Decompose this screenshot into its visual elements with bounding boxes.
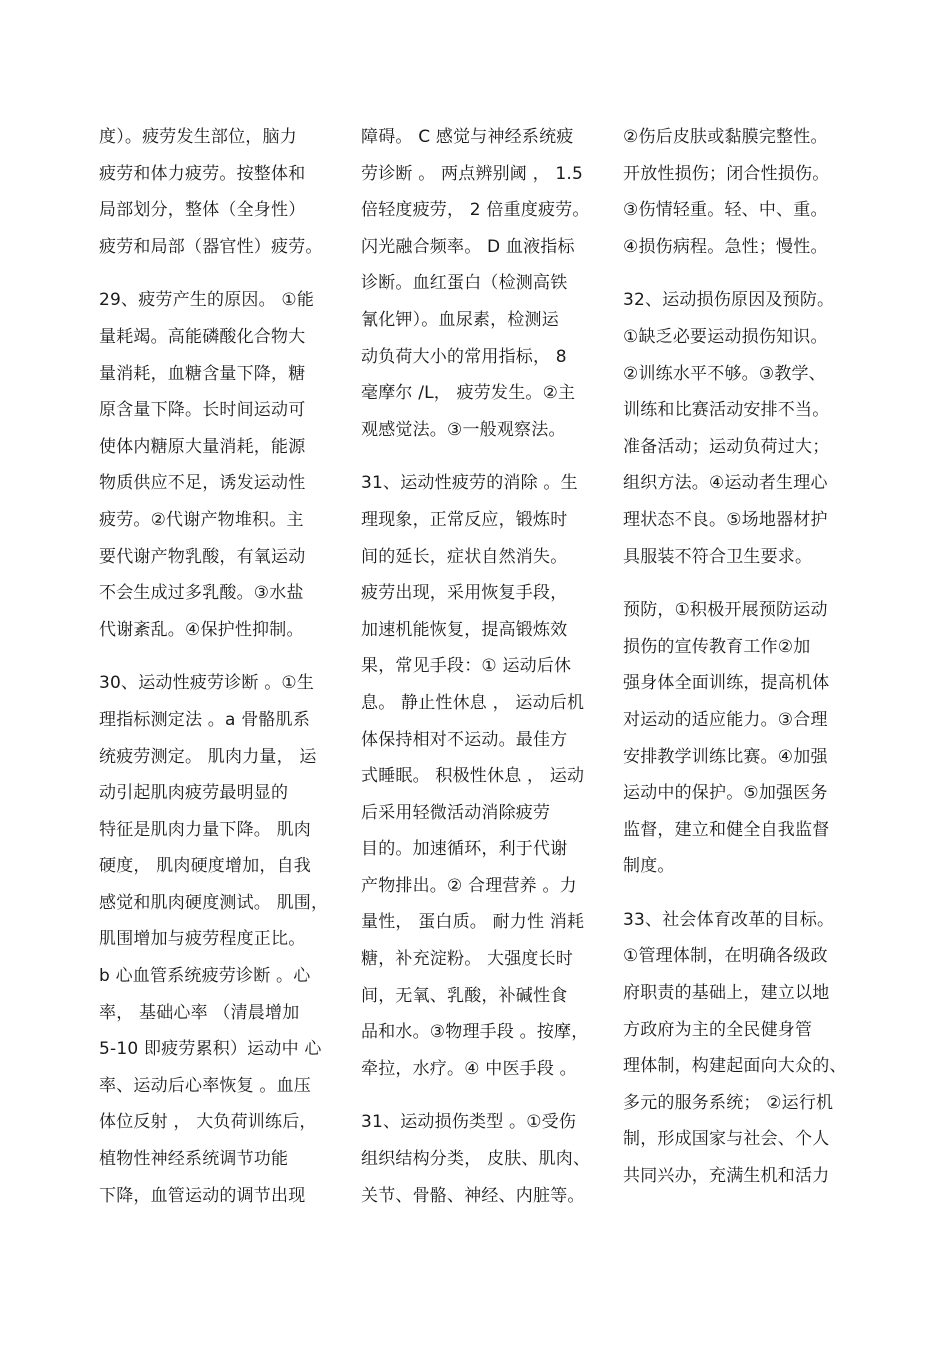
text-line: 疲劳出现，采用恢复手段， [361,583,568,604]
text-line: ④损伤病程。急性；慢性。 [623,236,828,257]
text-line: 动负荷大小的常用指标， 8 [361,346,567,367]
text-line: 多元的服务系统； ②运行机 [623,1092,834,1113]
text-line: 31、运动损伤类型 。①受伤 [361,1112,577,1133]
text-line: 毫摩尔 /L， 疲劳发生。②主 [361,383,576,404]
text-line: 29、疲劳产生的原因。 ①能 [99,290,315,311]
text-line: 后采用轻微活动消除疲劳 [361,802,551,823]
text-line: 体保持相对不运动。最佳方 [361,729,568,750]
paragraph [623,592,863,885]
text-line: 训练和比赛活动安排不当。 [623,400,830,421]
text-line: 准备活动；运动负荷过大； [623,436,830,457]
text-line: 理现象，正常反应，锻炼时 [361,509,568,530]
text-line: 监督，建立和健全自我监督 [623,819,830,840]
text-line: 劳诊断 。 两点辨别阈 ， 1.5 [361,163,584,184]
text-line: 理状态不良。⑤场地器材护 [623,509,828,530]
paragraph [361,465,601,1087]
text-line: 量性， 蛋白质。 耐力性 消耗 [361,912,585,933]
text-line: 统疲劳测定。 肌肉力量， 运 [99,746,317,767]
text-line: 32、运动损伤原因及预防。 [623,290,835,311]
text-line: 下降，血管运动的调节出现 [99,1185,306,1206]
text-line: 疲劳和局部（器官性）疲劳。 [99,236,323,257]
text-line: 不会生成过多乳酸。③水盐 [99,583,304,604]
text-line: ①缺乏必要运动损伤知识。 [623,326,828,347]
text-line: 使体内糖原大量消耗，能源 [99,436,306,457]
text-line: 损伤的宣传教育工作②加 [623,636,811,657]
text-line: 牵拉，水疗。④ 中医手段 。 [361,1058,577,1079]
paragraph [623,282,863,575]
text-line: 局部划分，整体（全身性） [99,200,306,221]
text-line: 闪光融合频率。 D 血液指标 [361,236,575,257]
text-line: 感觉和肌肉硬度测试。 肌围， [99,892,329,913]
text-column-2 [361,119,601,1231]
text-line: 目的。加速循环，利于代谢 [361,839,568,860]
text-line: 关节、骨骼、神经、内脏等。 [361,1185,585,1206]
text-line: 障碍。 C 感觉与神经系统疲 [361,127,574,147]
text-line: 开放性损伤；闭合性损伤。 [623,163,830,184]
text-line: 诊断。血红蛋白（检测高铁 [361,273,568,294]
text-line: 具服装不符合卫生要求。 [623,546,813,567]
text-line: 要代谢产物乳酸，有氧运动 [99,546,306,567]
text-line: 理体制，构建起面向大众的、 [623,1056,847,1077]
text-line: 制度。 [623,856,675,877]
text-line: 安排教学训练比赛。④加强 [623,746,828,767]
text-line: 肌围增加与疲劳程度正比。 [99,929,306,950]
text-line: 预防，①积极开展预防运动 [623,600,828,621]
text-line: 量消耗，血糖含量下降，糖 [99,363,306,384]
text-line: 疲劳和体力疲劳。按整体和 [99,163,306,184]
text-line: 物质供应不足，诱发运动性 [99,473,306,494]
text-line: 氰化钾）。血尿素，检测运 [361,309,559,330]
text-line: 硬度， 肌肉硬度增加，自我 [99,856,312,877]
text-line: 息。 静止性休息 ， 运动后机 [361,692,585,713]
text-line: 组织方法。④运动者生理心 [623,473,828,494]
text-line: 方政府为主的全民健身管 [623,1019,813,1040]
text-line: 率、运动后心率恢复 。血压 [99,1075,312,1096]
text-line: 强身体全面训练，提高机体 [623,673,830,694]
text-line: 府职责的基础上，建立以地 [623,983,830,1004]
text-column-1 [99,119,339,1231]
text-line: 5-10 即疲劳累积）运动中 心 [99,1039,322,1060]
text-line: 疲劳。②代谢产物堆积。主 [99,509,304,530]
paragraph [99,282,339,648]
text-line: 果，常见手段：① 运动后休 [361,656,572,677]
text-line: 间的延长，症状自然消失。 [361,546,568,567]
text-line: 理指标测定法 。a 骨骼肌系 [99,709,311,730]
text-line: ②伤后皮肤或黏膜完整性。 [623,127,828,147]
text-line: 品和水。③物理手段 。按摩， [361,1022,589,1043]
text-line: 式睡眠。 积极性休息 ， 运动 [361,766,585,787]
text-line: ②训练水平不够。③教学、 [623,363,826,384]
text-line: 运动中的保护。⑤加强医务 [623,783,828,804]
text-line: 33、社会体育改革的目标。 [623,909,835,930]
text-line: b 心血管系统疲劳诊断 。心 [99,966,311,987]
text-line: 观感觉法。③一般观察法。 [361,419,566,440]
text-column-3 [623,119,863,1212]
paragraph [361,1104,601,1214]
paragraph [361,119,601,448]
text-line: 对运动的适应能力。③合理 [623,709,828,730]
paragraph [99,119,339,265]
text-line: 动引起肌肉疲劳最明显的 [99,783,289,804]
text-line: 制，形成国家与社会、个人 [623,1129,830,1150]
text-line: 间，无氧、乳酸，补碱性食 [361,985,568,1006]
text-line: 共同兴办，充满生机和活力 [623,1166,830,1187]
text-line: 量耗竭。高能磷酸化合物大 [99,326,306,347]
paragraph [623,902,863,1195]
text-line: ①管理体制，在明确各级政 [623,946,828,967]
text-line: 产物排出。② 合理营养 。力 [361,875,577,896]
text-line: 度）。疲劳发生部位，脑力 [99,127,297,147]
text-line: 原含量下降。长时间运动可 [99,400,306,421]
text-line: 体位反射 ， 大负荷训练后， [99,1112,317,1133]
text-line: 倍轻度疲劳， 2 倍重度疲劳。 [361,200,590,221]
text-line: 植物性神经系统调节功能 [99,1149,289,1170]
text-line: 加速机能恢复，提高锻炼效 [361,619,568,640]
text-line: 糖，补充淀粉。 大强度长时 [361,949,574,970]
text-line: 组织结构分类， 皮肤、肌肉、 [361,1149,591,1170]
paragraph [623,119,863,265]
text-line: 30、运动性疲劳诊断 。①生 [99,673,315,694]
text-line: 特征是肌肉力量下降。 肌肉 [99,819,312,840]
text-line: 31、运动性疲劳的消除 。生 [361,473,578,494]
text-line: 率， 基础心率 （清晨增加 [99,1002,300,1023]
paragraph [99,665,339,1214]
text-line: 代谢紊乱。④保护性抑制。 [99,619,304,640]
text-line: ③伤情轻重。轻、中、重。 [623,200,828,221]
